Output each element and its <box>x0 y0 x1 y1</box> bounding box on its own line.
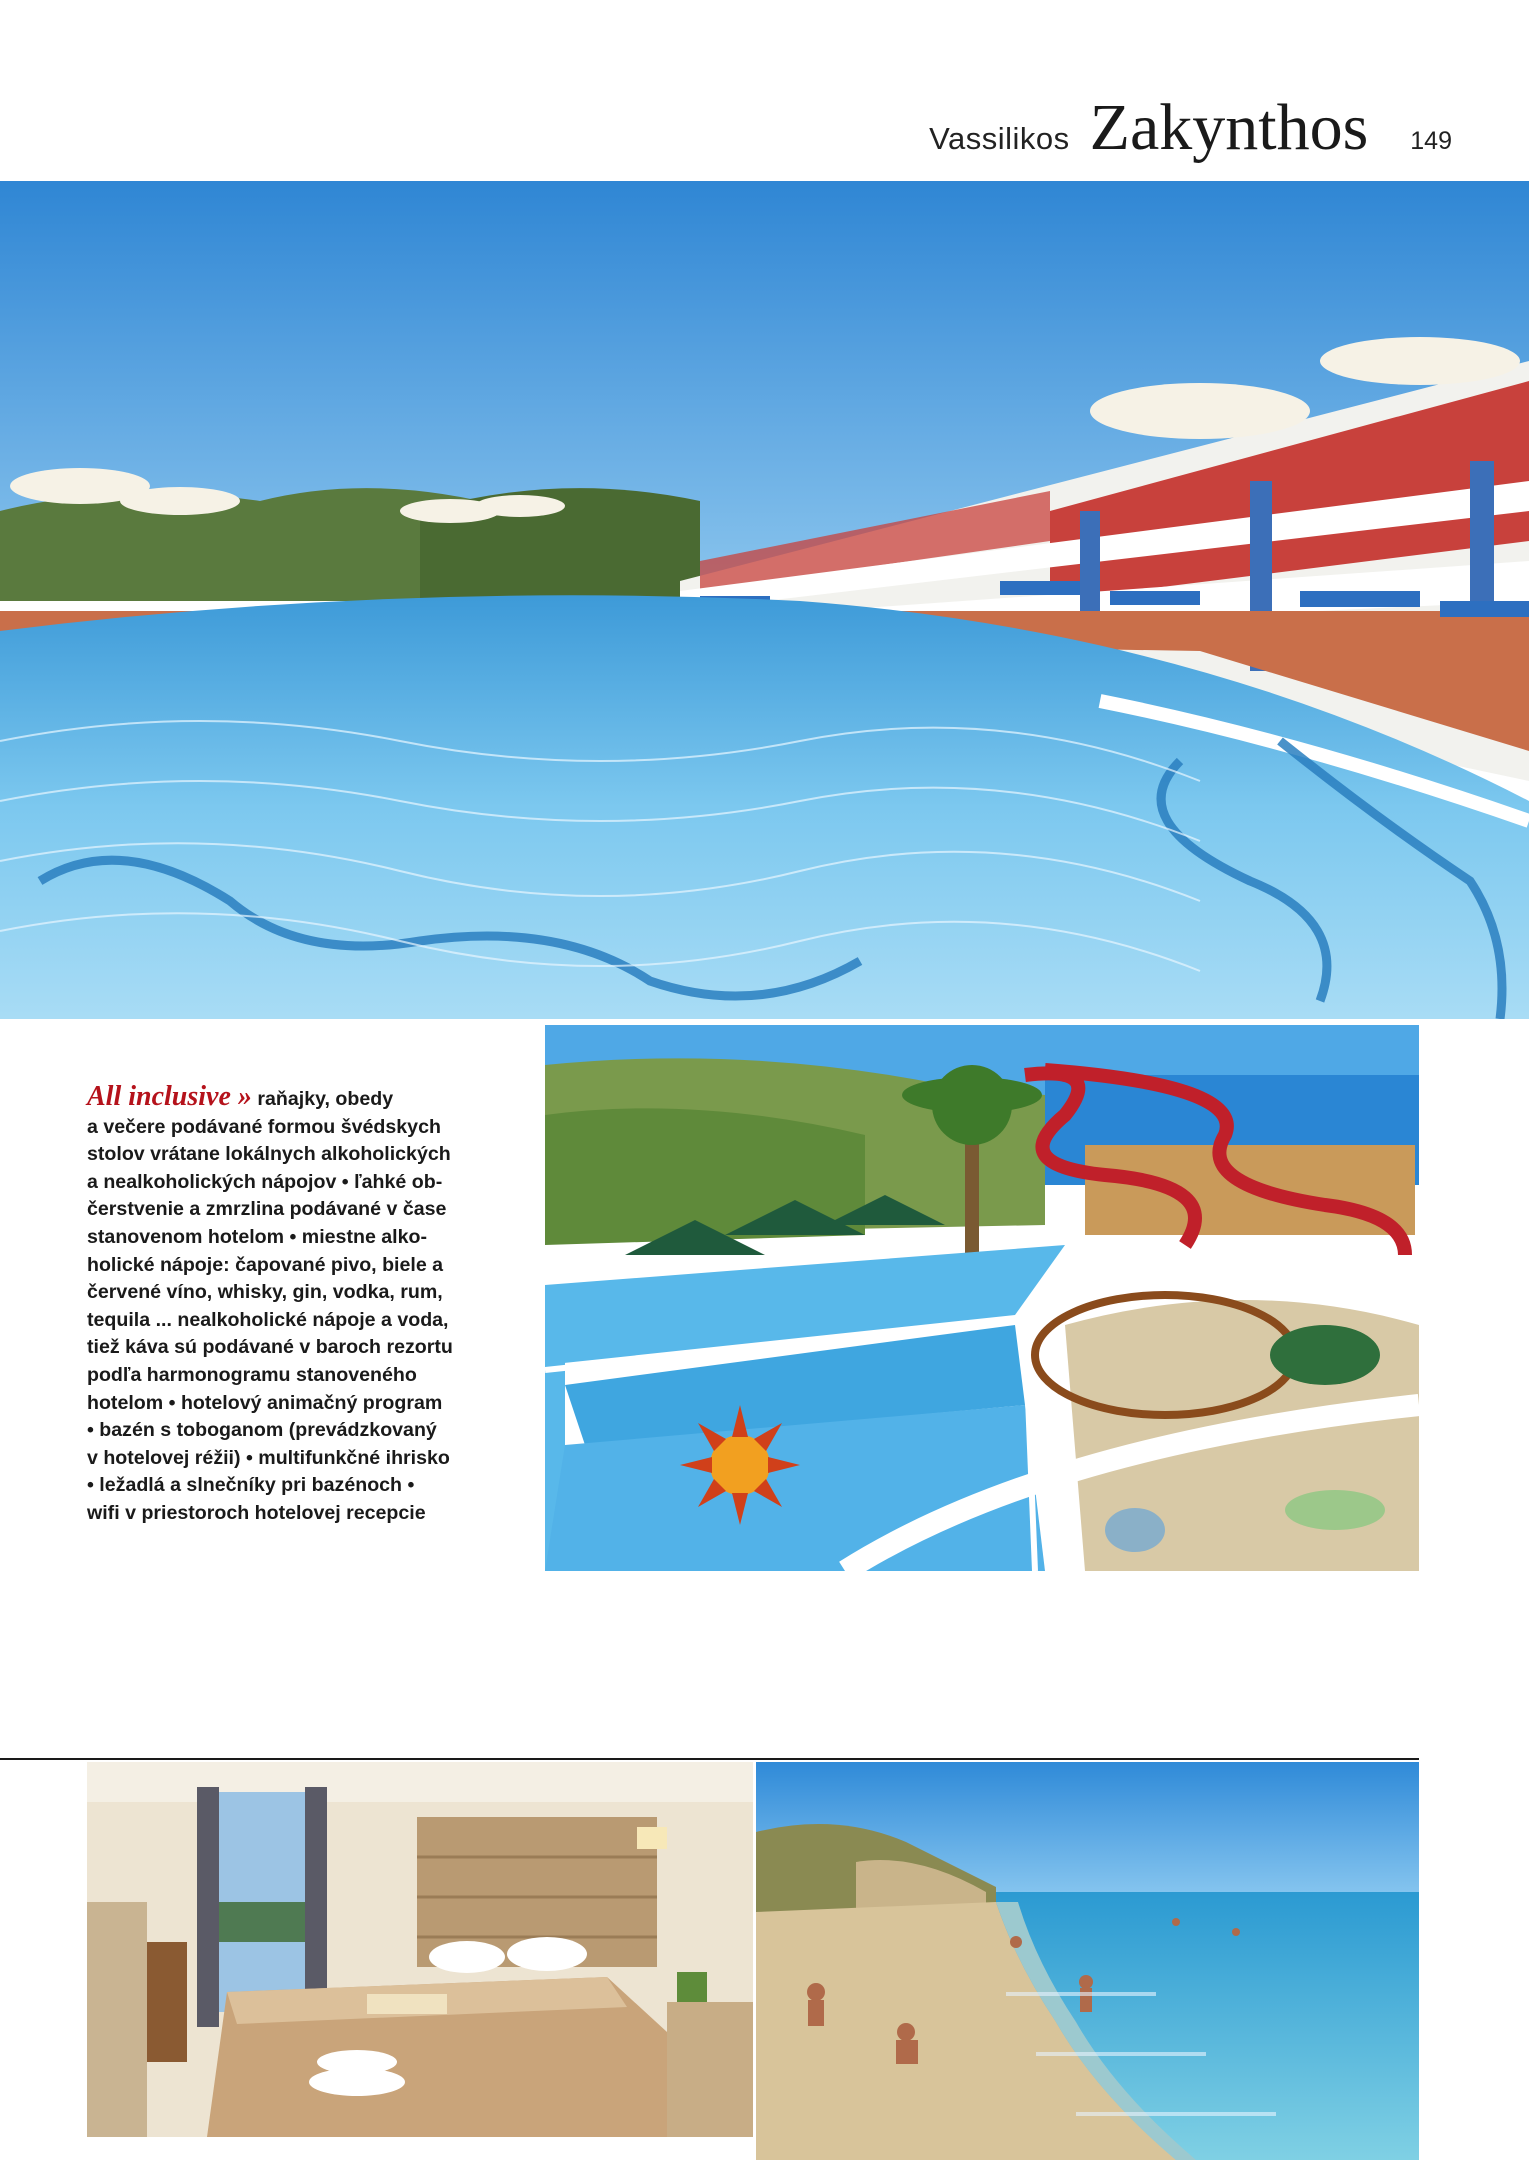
hotel-room-photo <box>87 1762 753 2137</box>
description-line: podľa harmonogramu stanoveného <box>87 1363 417 1386</box>
description-line: • ležadlá a slnečníky pri bazénoch • <box>87 1474 415 1497</box>
description-line: raňajky, obedy <box>257 1088 394 1110</box>
description-line: wifi v priestoroch hotelovej recepcie <box>87 1501 426 1524</box>
description-line: a nealkoholických nápojov • ľahké ob- <box>87 1170 443 1193</box>
description-line: stanovenom hotelom • miestne alko- <box>87 1225 428 1248</box>
all-inclusive-heading: All inclusive » <box>87 1081 252 1112</box>
page-number: 149 <box>1410 127 1452 155</box>
waterslide-pool-photo <box>545 1025 1419 1571</box>
description-line: červené víno, whisky, gin, vodka, rum, <box>87 1281 443 1304</box>
description-line: stolov vrátane lokálnych alkoholických <box>87 1143 451 1166</box>
all-inclusive-description <box>87 1083 487 1528</box>
description-line: holické nápoje: čapované pivo, biele a <box>87 1253 444 1276</box>
beach-photo <box>756 1762 1419 2160</box>
description-line: tequila ... nealkoholické nápoje a voda, <box>87 1308 449 1331</box>
description-line: • bazén s toboganom (prevádzkovaný <box>87 1419 437 1442</box>
description-line: čerstvenie a zmrzlina podávané v čase <box>87 1198 447 1221</box>
page-header <box>929 91 1452 175</box>
description-line: v hotelovej réžii) • multifunkčné ihrisko <box>87 1446 450 1469</box>
description-line: hotelom • hotelový animačný program <box>87 1391 443 1414</box>
hotel-pool-photo <box>0 181 1529 1019</box>
description-line: tiež káva sú podávané v baroch rezortu <box>87 1336 453 1359</box>
description-line: a večere podávané formou švédskych <box>87 1115 441 1138</box>
section-divider <box>0 1758 1419 1760</box>
location-name: Vassilikos <box>929 121 1070 156</box>
destination-title: Zakynthos <box>1089 91 1369 164</box>
